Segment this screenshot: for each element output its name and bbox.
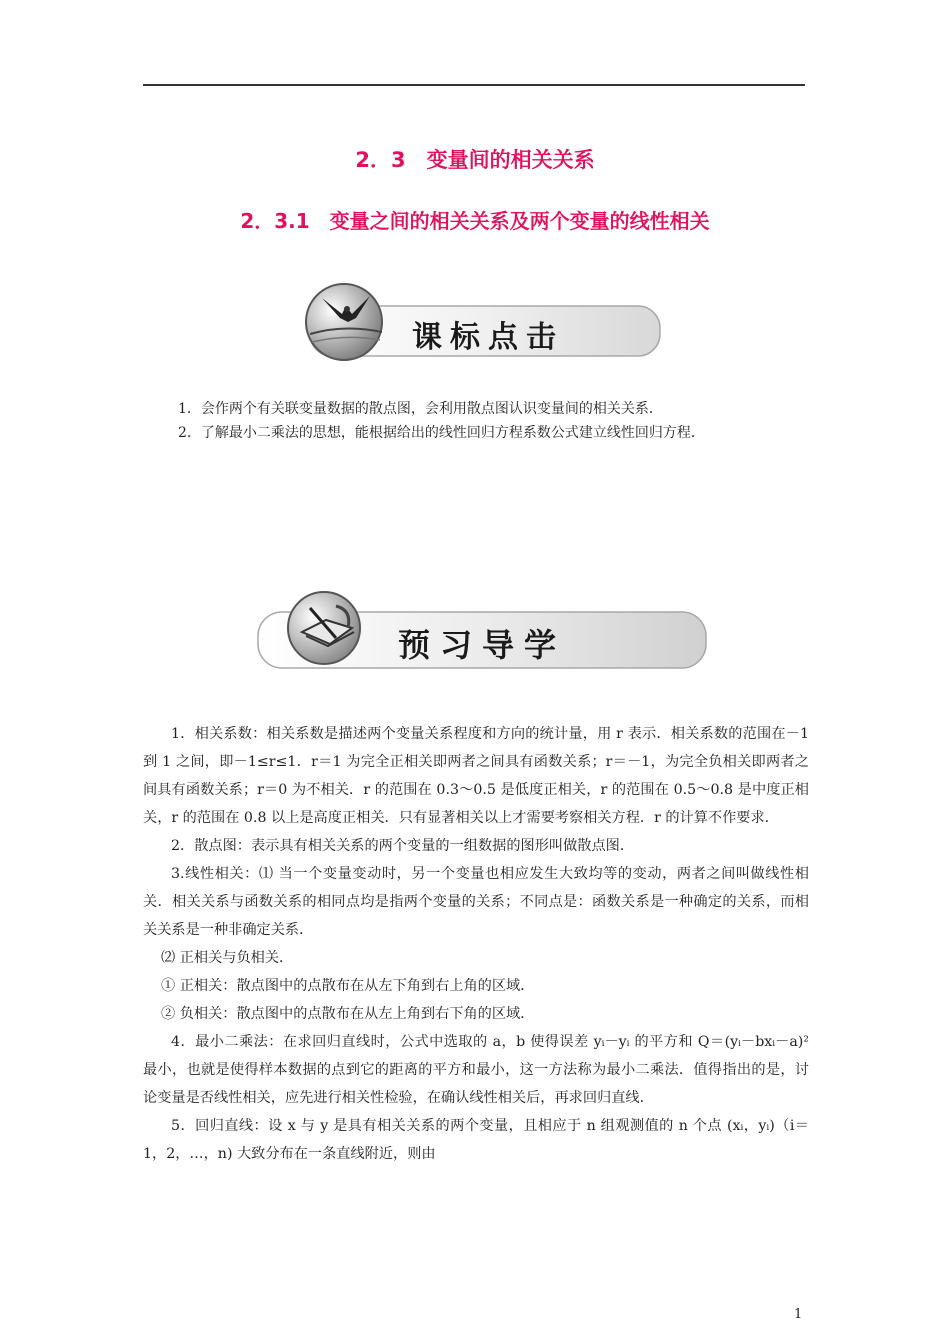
objective-item: 1．会作两个有关联变量数据的散点图，会利用散点图认识变量间的相关关系． [178, 401, 663, 417]
paragraph: 5．回归直线：设 x 与 y 是具有相关关系的两个变量，且相应于 n 组观测值的 n 个点 (xᵢ，yᵢ)（i＝1，2，…，n) 大致分布在一条直线附近，则由 [143, 1118, 809, 1162]
banner-preview-study [240, 582, 710, 674]
objective-item: 2．了解最小二乘法的思想，能根据给出的线性回归方程系数公式建立线性回归方程． [178, 425, 705, 441]
book-quill-icon [296, 598, 366, 654]
paragraph: ② 负相关：散点图中的点散布在从左上角到右下角的区域． [161, 1006, 535, 1022]
banner-preview-study-label: 预习导学 [398, 626, 567, 664]
eagle-icon [320, 292, 372, 332]
banner-course-standard [292, 274, 664, 366]
section-title: 2．3 变量间的相关关系 [355, 148, 595, 172]
learning-objectives [178, 397, 818, 445]
paragraph: ⑵ 正相关与负相关． [161, 950, 294, 966]
banner-course-standard-label: 课标点击 [412, 320, 564, 355]
paragraph: ① 正相关：散点图中的点散布在从左下角到右上角的区域． [161, 978, 535, 994]
study-notes [143, 720, 809, 1168]
paragraph: 3.线性相关：⑴ 当一个变量变动时，另一个变量也相应发生大致均等的变动，两者之间叫做线性相关．相关关系与函数关系的相同点均是指两个变量的关系；不同点是：函数关系是一种确定的关系，而相关关系是一种非确定关系． [143, 866, 809, 938]
paragraph: 2．散点图：表示具有相关关系的两个变量的一组数据的图形叫做散点图． [171, 838, 635, 854]
paragraph: 4．最小二乘法：在求回归直线时，公式中选取的 a，b 使得误差 yᵢ－yᵢ 的平方和 Q＝(yᵢ－bxᵢ－a)² 最小，也就是使得样本数据的点到它的距离的平方和最小，这一方法称为最小二乘法．值得指出的是，讨论变量是否线性相关，应先进行相关性检验，在确认线性相关后，再求回归直线． [143, 1034, 809, 1106]
subsection-title: 2．3.1 变量之间的相关关系及两个变量的线性相关 [240, 209, 710, 233]
paragraph: 1．相关系数：相关系数是描述两个变量关系程度和方向的统计量，用 r 表示．相关系数的范围在－1 到 1 之间，即－1≤r≤1．r＝1 为完全正相关即两者之间具有函数关系；r＝－1，为完全负相关即两者之间具有函数关系；r＝0 为不相关．r 的范围在 0.3～0.5 是低度正相关，r 的范围在 0.5～0.8 是中度正相关，r 的范围在 0.8 以上是高度正相关．只有显著相关以上才需要考察相关方程．r 的计算不作要求． [143, 726, 809, 826]
page-number: 1 [794, 1307, 803, 1322]
top-rule [143, 84, 805, 86]
